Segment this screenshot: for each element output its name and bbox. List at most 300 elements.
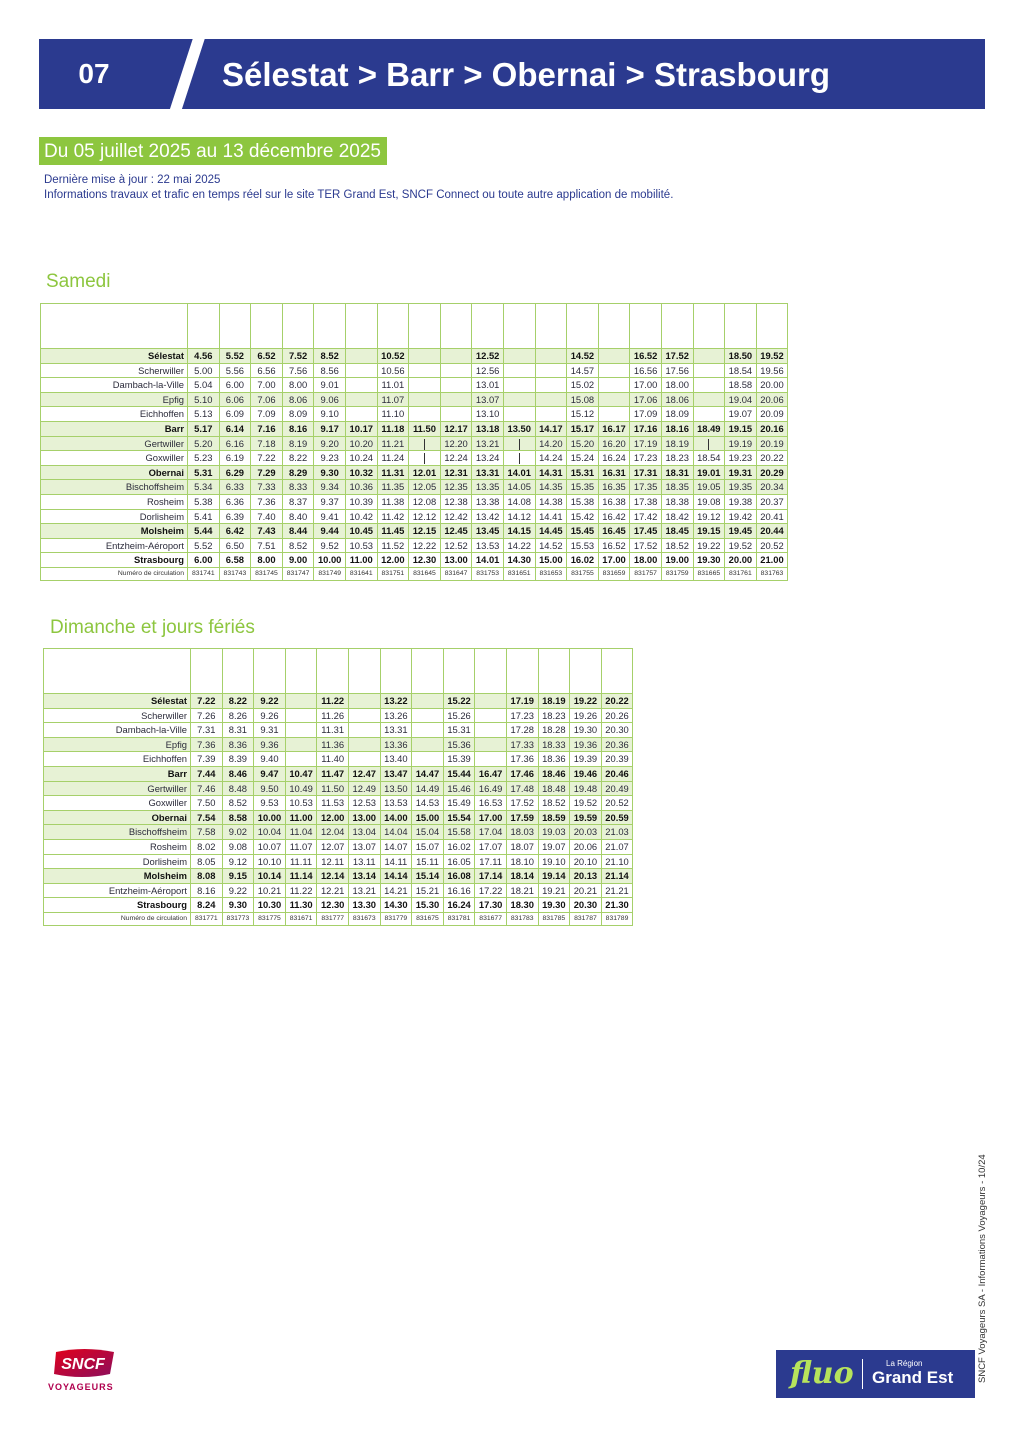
time-cell: 17.28 <box>506 723 538 738</box>
time-cell: 18.36 <box>538 752 570 767</box>
time-cell: 16.56 <box>630 363 662 378</box>
time-cell: 9.22 <box>222 883 254 898</box>
time-cell: 13.22 <box>380 694 412 709</box>
table-row <box>41 538 788 553</box>
time-cell: 16.52 <box>630 349 662 364</box>
time-cell: 5.20 <box>188 436 220 451</box>
time-cell: 19.22 <box>693 538 725 553</box>
time-cell: 13.53 <box>472 538 504 553</box>
time-cell: 13.07 <box>348 839 380 854</box>
time-cell: 12.14 <box>317 869 349 884</box>
train-number: 831775 <box>254 912 286 925</box>
time-cell: 6.14 <box>219 421 251 436</box>
table-row <box>41 451 788 466</box>
header-cell <box>254 649 286 694</box>
time-cell: 14.30 <box>503 553 535 568</box>
time-cell: 18.07 <box>506 839 538 854</box>
train-number: 831659 <box>598 567 630 580</box>
time-cell <box>598 363 630 378</box>
time-cell: 11.40 <box>317 752 349 767</box>
header-cell <box>317 649 349 694</box>
time-cell: 9.30 <box>222 898 254 913</box>
time-cell <box>503 363 535 378</box>
time-cell: 20.59 <box>601 810 633 825</box>
time-cell: 9.12 <box>222 854 254 869</box>
time-cell <box>440 407 472 422</box>
time-cell: 17.00 <box>475 810 507 825</box>
time-cell: 20.13 <box>570 869 602 884</box>
time-cell: 7.22 <box>191 694 223 709</box>
time-cell: 18.50 <box>725 349 757 364</box>
time-cell: 5.04 <box>188 378 220 393</box>
header-cell <box>219 304 251 349</box>
time-cell: 12.12 <box>409 509 441 524</box>
time-cell: 15.36 <box>443 737 475 752</box>
time-cell: 18.16 <box>661 421 693 436</box>
sncf-logo-icon <box>52 1348 116 1378</box>
time-cell: 13.50 <box>503 421 535 436</box>
station-name: Epfig <box>44 737 191 752</box>
time-cell: 19.38 <box>725 494 757 509</box>
table-row <box>44 810 633 825</box>
time-cell: 18.59 <box>538 810 570 825</box>
time-cell: 16.49 <box>475 781 507 796</box>
time-cell: 19.59 <box>570 810 602 825</box>
time-cell: 9.01 <box>314 378 346 393</box>
time-cell: 5.56 <box>219 363 251 378</box>
time-cell: 18.42 <box>661 509 693 524</box>
time-cell: 8.40 <box>282 509 314 524</box>
time-cell: 16.24 <box>598 451 630 466</box>
time-cell: 14.41 <box>535 509 567 524</box>
time-cell: 7.40 <box>251 509 283 524</box>
table-row <box>44 869 633 884</box>
time-cell: 6.36 <box>219 494 251 509</box>
time-cell: 12.15 <box>409 524 441 539</box>
time-cell: 7.33 <box>251 480 283 495</box>
time-cell: 19.22 <box>570 694 602 709</box>
time-cell: 20.16 <box>756 421 788 436</box>
time-cell: 8.26 <box>222 708 254 723</box>
footer-side-text: SNCF Voyageurs SA - Informations Voyageurs - 10/24 <box>977 1154 988 1383</box>
time-cell: 13.18 <box>472 421 504 436</box>
time-cell: 15.02 <box>567 378 599 393</box>
time-cell: 11.52 <box>377 538 409 553</box>
time-cell: 18.09 <box>661 407 693 422</box>
time-cell: 13.21 <box>348 883 380 898</box>
time-cell: 16.16 <box>443 883 475 898</box>
no-stop-mark <box>708 439 709 450</box>
time-cell: 10.53 <box>345 538 377 553</box>
time-cell: 10.10 <box>254 854 286 869</box>
time-cell: 10.56 <box>377 363 409 378</box>
train-number: 831675 <box>412 912 444 925</box>
time-cell: 7.29 <box>251 465 283 480</box>
time-cell: 7.36 <box>251 494 283 509</box>
time-cell: 20.36 <box>601 737 633 752</box>
time-cell: 19.46 <box>570 766 602 781</box>
time-cell: 21.00 <box>756 553 788 568</box>
time-cell: 13.00 <box>348 810 380 825</box>
train-number: 831677 <box>475 912 507 925</box>
time-cell <box>693 436 725 451</box>
station-name: Bischoffsheim <box>44 825 191 840</box>
time-cell: 18.45 <box>661 524 693 539</box>
time-cell: 12.52 <box>440 538 472 553</box>
time-cell: 17.36 <box>506 752 538 767</box>
time-cell: 9.17 <box>314 421 346 436</box>
time-cell: 20.19 <box>756 436 788 451</box>
time-cell: 21.10 <box>601 854 633 869</box>
logo-separator <box>862 1359 863 1389</box>
time-cell: 18.23 <box>538 708 570 723</box>
time-cell: 9.00 <box>282 553 314 568</box>
time-cell: 12.22 <box>409 538 441 553</box>
time-cell: 9.41 <box>314 509 346 524</box>
header-cell <box>598 304 630 349</box>
time-cell: 20.49 <box>601 781 633 796</box>
time-cell <box>503 451 535 466</box>
sunday-title: Dimanche et jours fériés <box>50 617 255 638</box>
time-cell: 8.33 <box>282 480 314 495</box>
station-name: Eichhoffen <box>41 407 188 422</box>
time-cell: 13.31 <box>380 723 412 738</box>
time-cell <box>285 737 317 752</box>
station-name: Sélestat <box>44 694 191 709</box>
station-name: Rosheim <box>44 839 191 854</box>
time-cell: 18.00 <box>661 378 693 393</box>
station-name: Obernai <box>44 810 191 825</box>
time-cell: 11.07 <box>377 392 409 407</box>
time-cell: 11.24 <box>377 451 409 466</box>
time-cell: 12.08 <box>409 494 441 509</box>
time-cell: 7.44 <box>191 766 223 781</box>
time-cell: 7.50 <box>191 796 223 811</box>
header-cell <box>440 304 472 349</box>
sunday-timetable <box>43 648 633 926</box>
time-cell: 10.47 <box>285 766 317 781</box>
time-cell: 19.31 <box>725 465 757 480</box>
time-cell: 19.48 <box>570 781 602 796</box>
table-row <box>41 407 788 422</box>
time-cell: 10.14 <box>254 869 286 884</box>
time-cell: 6.00 <box>188 553 220 568</box>
time-cell: 21.03 <box>601 825 633 840</box>
time-cell: 18.10 <box>506 854 538 869</box>
time-cell <box>535 378 567 393</box>
time-cell: 19.36 <box>570 737 602 752</box>
time-cell: 9.44 <box>314 524 346 539</box>
time-cell: 6.39 <box>219 509 251 524</box>
time-cell: 9.26 <box>254 708 286 723</box>
time-cell: 14.35 <box>535 480 567 495</box>
fluo-grand-est-logo <box>776 1350 975 1398</box>
time-cell: 11.42 <box>377 509 409 524</box>
time-cell: 12.04 <box>317 825 349 840</box>
time-cell: 19.21 <box>538 883 570 898</box>
time-cell: 14.01 <box>472 553 504 568</box>
header-cell <box>443 649 475 694</box>
train-number: 831753 <box>472 567 504 580</box>
time-cell: 13.07 <box>472 392 504 407</box>
time-cell: 11.35 <box>377 480 409 495</box>
time-cell: 14.38 <box>535 494 567 509</box>
time-cell: 15.20 <box>567 436 599 451</box>
time-cell: 15.31 <box>443 723 475 738</box>
station-name: Molsheim <box>44 869 191 884</box>
time-cell: 12.52 <box>472 349 504 364</box>
station-name: Strasbourg <box>41 553 188 568</box>
time-cell: 17.42 <box>630 509 662 524</box>
time-cell: 10.17 <box>345 421 377 436</box>
time-cell: 12.20 <box>440 436 472 451</box>
time-cell: 11.26 <box>317 708 349 723</box>
station-name: Dorlisheim <box>41 509 188 524</box>
table-row <box>44 723 633 738</box>
header-cell <box>380 649 412 694</box>
time-cell: 17.09 <box>630 407 662 422</box>
time-cell: 15.21 <box>412 883 444 898</box>
header-cell <box>570 649 602 694</box>
time-cell: 15.11 <box>412 854 444 869</box>
time-cell: 12.11 <box>317 854 349 869</box>
time-cell: 12.07 <box>317 839 349 854</box>
time-cell: 9.37 <box>314 494 346 509</box>
station-name: Rosheim <box>41 494 188 509</box>
time-cell: 16.53 <box>475 796 507 811</box>
train-number: 831783 <box>506 912 538 925</box>
train-number: 831673 <box>348 912 380 925</box>
time-cell: 14.01 <box>503 465 535 480</box>
time-cell: 11.11 <box>285 854 317 869</box>
station-name: Scherwiller <box>41 363 188 378</box>
time-cell: 10.53 <box>285 796 317 811</box>
train-number: 831763 <box>756 567 788 580</box>
train-number: 831645 <box>409 567 441 580</box>
time-cell: 6.29 <box>219 465 251 480</box>
time-cell: 13.01 <box>472 378 504 393</box>
time-cell: 20.10 <box>570 854 602 869</box>
time-cell: 7.39 <box>191 752 223 767</box>
time-cell <box>475 694 507 709</box>
time-cell: 16.42 <box>598 509 630 524</box>
time-cell <box>598 378 630 393</box>
time-cell: 11.22 <box>317 694 349 709</box>
time-cell: 15.17 <box>567 421 599 436</box>
train-number-label: Numéro de circulation <box>44 912 191 925</box>
table-row <box>41 421 788 436</box>
route-title: Sélestat > Barr > Obernai > Strasbourg <box>222 56 830 93</box>
table-row <box>44 854 633 869</box>
table-row <box>41 392 788 407</box>
time-cell <box>348 737 380 752</box>
header-cell <box>601 649 633 694</box>
time-cell <box>409 378 441 393</box>
time-cell: 19.07 <box>725 407 757 422</box>
time-cell: 20.03 <box>570 825 602 840</box>
time-cell <box>409 363 441 378</box>
time-cell: 20.41 <box>756 509 788 524</box>
time-cell: 18.49 <box>693 421 725 436</box>
time-cell: 19.10 <box>538 854 570 869</box>
time-cell <box>475 708 507 723</box>
time-cell: 18.03 <box>506 825 538 840</box>
time-cell: 15.22 <box>443 694 475 709</box>
saturday-title: Samedi <box>46 271 111 292</box>
time-cell: 18.30 <box>506 898 538 913</box>
time-cell: 8.00 <box>251 553 283 568</box>
time-cell: 10.32 <box>345 465 377 480</box>
time-cell: 20.06 <box>756 392 788 407</box>
time-cell: 18.23 <box>661 451 693 466</box>
time-cell: 6.33 <box>219 480 251 495</box>
time-cell: 15.00 <box>412 810 444 825</box>
time-cell: 8.09 <box>282 407 314 422</box>
region-small-text: La Région <box>886 1359 923 1368</box>
header-cell <box>282 304 314 349</box>
time-cell <box>503 436 535 451</box>
time-cell: 17.38 <box>630 494 662 509</box>
header-cell <box>348 649 380 694</box>
time-cell <box>693 378 725 393</box>
time-cell: 19.52 <box>725 538 757 553</box>
time-cell: 20.00 <box>756 378 788 393</box>
time-cell: 19.14 <box>538 869 570 884</box>
time-cell: 19.39 <box>570 752 602 767</box>
time-cell: 14.24 <box>535 451 567 466</box>
station-name: Molsheim <box>41 524 188 539</box>
time-cell: 9.40 <box>254 752 286 767</box>
time-cell: 14.15 <box>503 524 535 539</box>
time-cell: 17.52 <box>506 796 538 811</box>
header-cell <box>191 649 223 694</box>
station-name: Entzheim-Aéroport <box>41 538 188 553</box>
time-cell: 14.53 <box>412 796 444 811</box>
time-cell: 12.53 <box>348 796 380 811</box>
time-cell: 9.47 <box>254 766 286 781</box>
time-cell: 10.52 <box>377 349 409 364</box>
time-cell: 18.52 <box>661 538 693 553</box>
time-cell: 19.01 <box>693 465 725 480</box>
time-cell: 12.42 <box>440 509 472 524</box>
table-row <box>41 436 788 451</box>
station-name: Dambach-la-Ville <box>44 723 191 738</box>
time-cell: 8.22 <box>282 451 314 466</box>
time-cell <box>475 723 507 738</box>
time-cell <box>348 708 380 723</box>
time-cell: 9.53 <box>254 796 286 811</box>
station-name: Sélestat <box>41 349 188 364</box>
time-cell: 12.00 <box>317 810 349 825</box>
time-cell: 11.30 <box>285 898 317 913</box>
time-cell: 7.52 <box>282 349 314 364</box>
time-cell <box>535 363 567 378</box>
header-cell <box>222 649 254 694</box>
time-cell: 12.24 <box>440 451 472 466</box>
time-cell: 8.46 <box>222 766 254 781</box>
time-cell: 20.52 <box>601 796 633 811</box>
time-cell: 9.06 <box>314 392 346 407</box>
header-cell <box>535 304 567 349</box>
time-cell: 13.26 <box>380 708 412 723</box>
time-cell: 5.00 <box>188 363 220 378</box>
time-cell: 7.56 <box>282 363 314 378</box>
time-cell: 15.07 <box>412 839 444 854</box>
time-cell: 8.19 <box>282 436 314 451</box>
time-cell: 15.24 <box>567 451 599 466</box>
time-cell: 19.04 <box>725 392 757 407</box>
time-cell: 18.19 <box>661 436 693 451</box>
time-cell: 17.56 <box>661 363 693 378</box>
time-cell <box>693 392 725 407</box>
time-cell: 13.10 <box>472 407 504 422</box>
time-cell <box>693 349 725 364</box>
header-cell <box>475 649 507 694</box>
time-cell: 13.00 <box>440 553 472 568</box>
table-row <box>41 363 788 378</box>
time-cell: 12.47 <box>348 766 380 781</box>
station-name: Strasbourg <box>44 898 191 913</box>
time-cell <box>475 737 507 752</box>
train-number: 831785 <box>538 912 570 925</box>
time-cell: 18.14 <box>506 869 538 884</box>
table-row <box>41 480 788 495</box>
time-cell: 18.31 <box>661 465 693 480</box>
time-cell <box>409 349 441 364</box>
time-cell: 19.52 <box>756 349 788 364</box>
time-cell: 16.17 <box>598 421 630 436</box>
time-cell: 13.50 <box>380 781 412 796</box>
station-name: Gertwiller <box>44 781 191 796</box>
time-cell: 8.36 <box>222 737 254 752</box>
time-cell: 15.12 <box>567 407 599 422</box>
time-cell: 17.59 <box>506 810 538 825</box>
time-cell: 16.47 <box>475 766 507 781</box>
train-number: 831743 <box>219 567 251 580</box>
time-cell: 20.09 <box>756 407 788 422</box>
time-cell: 15.44 <box>443 766 475 781</box>
train-number: 831759 <box>661 567 693 580</box>
time-cell: 17.35 <box>630 480 662 495</box>
time-cell: 8.16 <box>282 421 314 436</box>
time-cell: 4.56 <box>188 349 220 364</box>
time-cell: 17.48 <box>506 781 538 796</box>
time-cell: 9.30 <box>314 465 346 480</box>
time-cell: 5.38 <box>188 494 220 509</box>
time-cell: 9.31 <box>254 723 286 738</box>
time-cell: 16.08 <box>443 869 475 884</box>
time-cell: 15.54 <box>443 810 475 825</box>
train-number: 831741 <box>188 567 220 580</box>
time-cell: 15.53 <box>567 538 599 553</box>
time-cell: 13.35 <box>472 480 504 495</box>
no-stop-mark <box>519 439 520 450</box>
no-stop-mark <box>424 439 425 450</box>
train-number: 831755 <box>567 567 599 580</box>
time-cell: 18.21 <box>506 883 538 898</box>
header-cell <box>756 304 788 349</box>
time-cell: 9.23 <box>314 451 346 466</box>
header-banner <box>39 39 985 109</box>
train-number: 831773 <box>222 912 254 925</box>
time-cell: 17.14 <box>475 869 507 884</box>
time-cell: 17.46 <box>506 766 538 781</box>
time-cell: 20.30 <box>601 723 633 738</box>
time-cell: 15.45 <box>567 524 599 539</box>
time-cell: 21.14 <box>601 869 633 884</box>
time-cell: 17.07 <box>475 839 507 854</box>
time-cell: 6.58 <box>219 553 251 568</box>
